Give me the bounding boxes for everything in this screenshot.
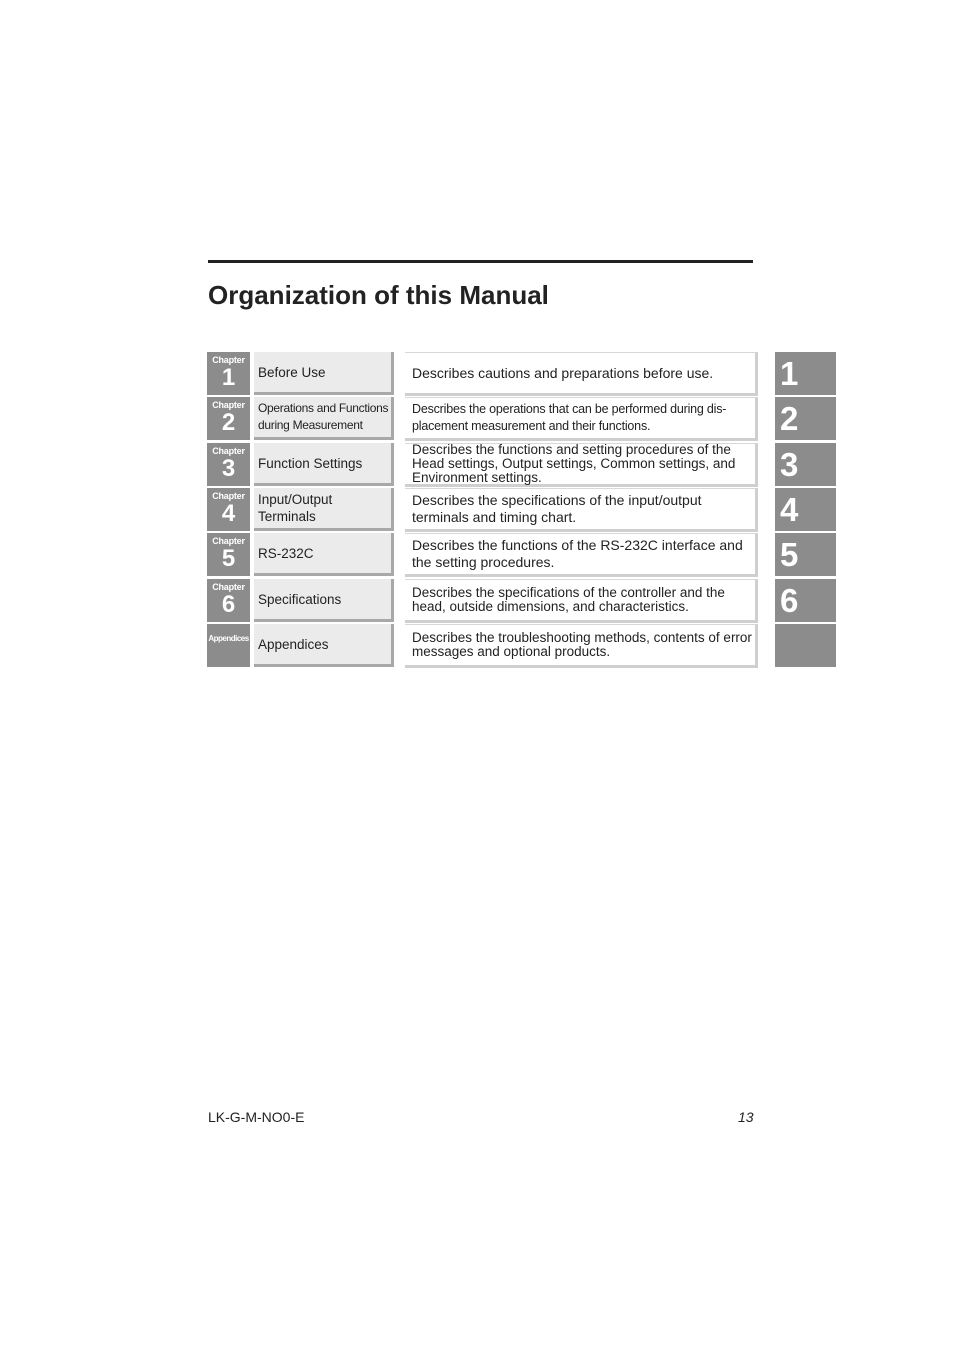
- chapter-badge-word: Appendices: [208, 634, 249, 643]
- chapter-badge: [207, 579, 250, 622]
- chapter-name-text: Specifications: [258, 591, 342, 607]
- chapter-name: [254, 624, 394, 667]
- chapter-row-6: [207, 579, 836, 622]
- chapter-description-text: Describes the operations that can be performed during dis-placement measurement and their functions.: [412, 402, 727, 433]
- chapter-name-text: Before Use: [258, 364, 326, 380]
- chapter-badge-number: 3: [221, 455, 236, 482]
- chapter-badge-number: 4: [221, 500, 236, 527]
- chapter-description: [405, 579, 758, 623]
- chapter-description-text: Describes the functions and setting procedures of the Head settings, Output settings, Common settings, and Environment settings.: [412, 442, 736, 485]
- chapter-badge-word: Chapter: [212, 355, 245, 365]
- chapter-tab: 1: [775, 352, 836, 395]
- chapter-badge: [207, 443, 250, 486]
- chapter-row-5: [207, 533, 836, 576]
- chapter-badge: [207, 397, 250, 440]
- chapter-row-appendices: [207, 624, 836, 667]
- title-rule: [208, 260, 753, 263]
- chapter-description: [405, 397, 758, 441]
- chapter-description-text: Describes the specifications of the controller and the head, outside dimensions, and characteristics.: [412, 585, 725, 614]
- chapter-row-2: [207, 397, 836, 440]
- chapter-badge: [207, 488, 250, 531]
- chapter-name: [254, 488, 394, 531]
- chapter-tab: [775, 624, 836, 667]
- chapter-badge-word: Chapter: [212, 400, 245, 410]
- chapter-badge: [207, 352, 250, 395]
- chapter-badge-word: Chapter: [212, 582, 245, 592]
- chapter-name: [254, 352, 394, 395]
- chapter-name-text: Operations and Functions during Measurement: [258, 401, 389, 432]
- chapter-row-1: [207, 352, 836, 395]
- chapter-tab: 2: [775, 397, 836, 440]
- chapter-name-text: Function Settings: [258, 455, 363, 471]
- chapter-name: [254, 443, 394, 486]
- document-code: LK-G-M-NO0-E: [208, 1109, 305, 1125]
- chapter-description: [405, 624, 758, 668]
- chapter-badge: [207, 533, 250, 576]
- chapter-tab: 5: [775, 533, 836, 576]
- chapter-badge-number: 5: [221, 545, 236, 572]
- chapter-tab: 3: [775, 443, 836, 486]
- chapter-description-text: Describes the troubleshooting methods, contents of error messages and optional products.: [412, 630, 752, 659]
- chapter-row-4: [207, 488, 836, 531]
- chapter-description-text: Describes the functions of the RS-232C interface and the setting procedures.: [412, 537, 743, 570]
- page-number: 13: [738, 1109, 754, 1125]
- chapter-tab: 4: [775, 488, 836, 531]
- chapter-badge-word: Chapter: [212, 446, 245, 456]
- chapter-badge-number: 2: [221, 409, 236, 436]
- chapter-description: [405, 533, 758, 577]
- page-title: Organization of this Manual: [208, 280, 549, 310]
- chapter-name: [254, 397, 394, 440]
- chapter-badge-number: 6: [221, 591, 236, 618]
- chapter-badge-number: 1: [221, 364, 236, 391]
- chapter-description-text: Describes cautions and preparations before use.: [412, 364, 714, 381]
- chapter-badge-word: Chapter: [212, 536, 245, 546]
- chapter-name-text: Appendices: [258, 636, 329, 652]
- chapter-description: [405, 488, 758, 532]
- chapter-description: [405, 352, 758, 396]
- chapter-badge-word: Chapter: [212, 491, 245, 501]
- chapter-name-text: RS-232C: [258, 545, 314, 561]
- appendices-badge: [207, 624, 250, 667]
- chapter-name-text: Input/Output Terminals: [258, 492, 333, 524]
- chapter-description: [405, 443, 758, 487]
- chapter-name: [254, 533, 394, 576]
- chapter-description-text: Describes the specifications of the input/output terminals and timing chart.: [412, 492, 702, 525]
- chapter-name: [254, 579, 394, 622]
- chapter-row-3: [207, 443, 836, 486]
- chapter-tab: 6: [775, 579, 836, 622]
